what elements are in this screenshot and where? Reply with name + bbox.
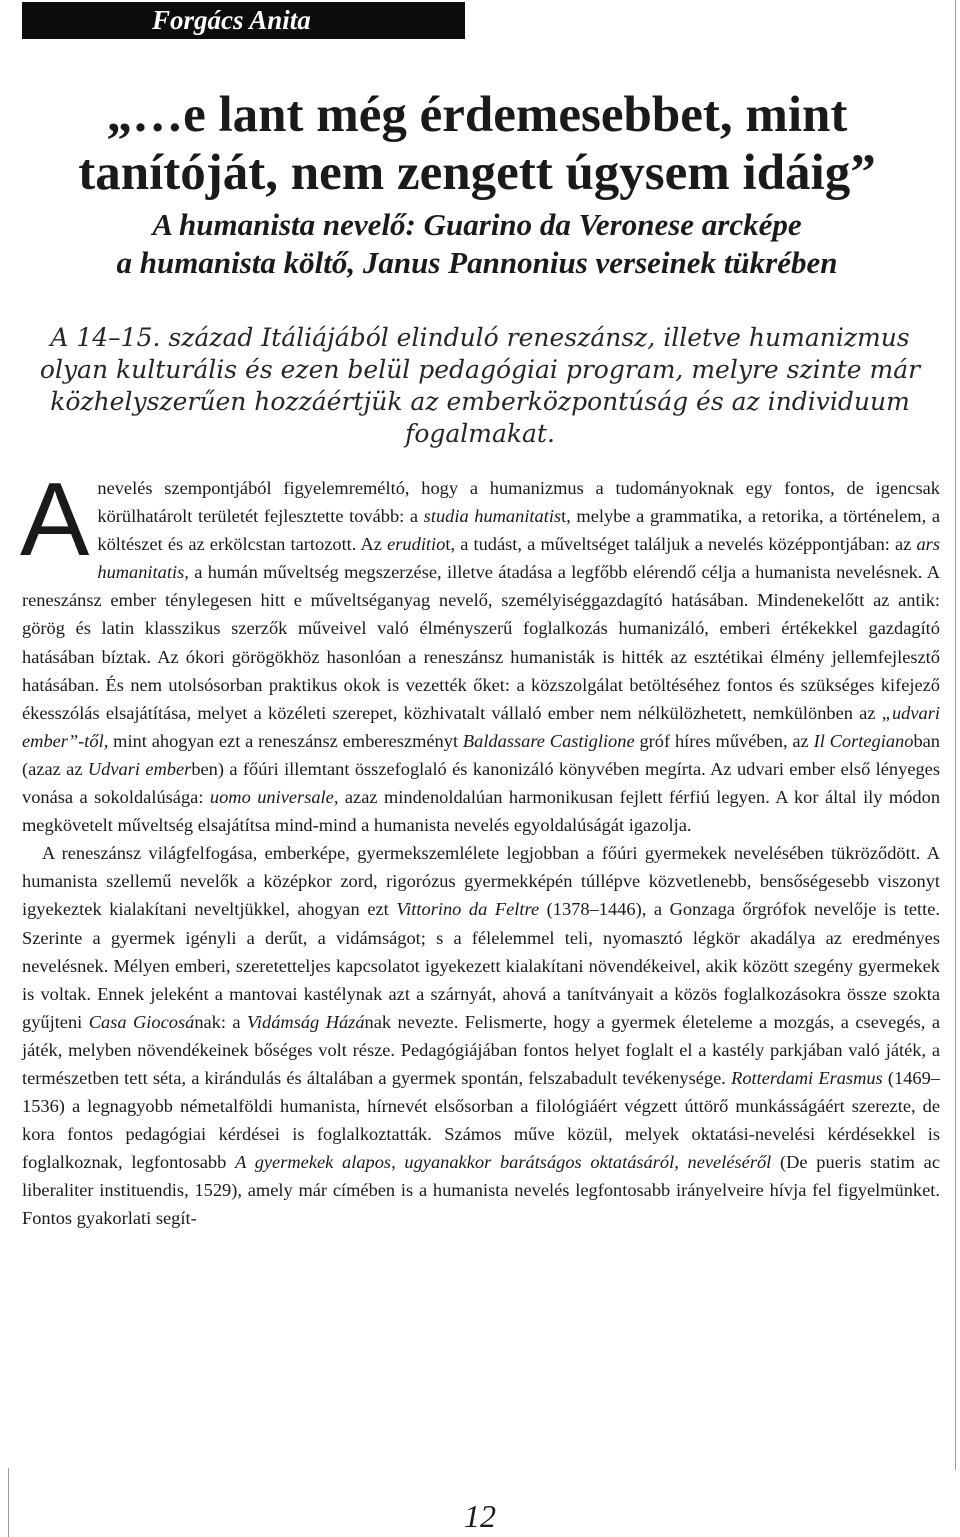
text-run: gróf híres művében, az: [634, 730, 814, 751]
page-number: 12: [464, 1498, 496, 1534]
italic-term: eruditio: [387, 534, 446, 555]
body-paragraph-1: [20, 462, 941, 839]
body-paragraph-2: [22, 839, 940, 1232]
text-run: a humán műveltség megszerzése, illetve átadása a legfőbb elérendő célja a humanista nevelésnek. A reneszánsz ember ténylegesen hitt e műveltséganyag nevelő, személyiséggazdagító hatásában. Mindenekelőtt az antik: görög és latin klasszikus szerzők műveivel való élményszerű foglalkozás humanizáló, emberi értékekkel gazdagító hatásában bíztak. Az ókori görögökhöz hasonlóan a reneszánsz humanisták is hitték az esztétikai élmény jellemfejlesztő hatásában. És nem utolsósorban praktikus okok is vezették őket: a közszolgálat betöltéséhez fontos és szükséges kifejező ékesszólás elsajátítása, melyet a közéleti szerepet, közhivatalt vállaló ember nem nélkülözhetett, nemkülönben az: [22, 562, 940, 723]
author-banner: [22, 2, 465, 39]
text-run: t, a tudást, a műveltséget találjuk a nevelés középpontjában: az: [445, 534, 917, 555]
italic-term: Baldassare Castiglione: [462, 730, 635, 751]
text-run: (1378–1446), a Gonzaga őrgrófok nevelője is tette. Szerinte a gyermek igényli a derűt, a vidámságot; s a félelemmel teli, nyomasztó légkör akadálya az eredményes nevelésnek. Mélyen emberi, szeretetteljes kapcsolatot igyekezett kialakítani növendékeivel, akik között szegény gyermekek is voltak. Ennek jeleként a mantovai kastélynak azt a szárnyát, ahová a tanítványait a közös foglalkozásokra össze szokta gyűjteni: [22, 899, 940, 1032]
italic-term: Rotterdami Erasmus: [731, 1067, 883, 1088]
italic-term: A gyermekek alapos, ugyanakkor barátságos oktatásáról, neveléséről: [235, 1152, 772, 1173]
italic-term: studia humanitatis: [423, 506, 562, 527]
text-run: mint ahogyan ezt a reneszánsz embereszményt: [108, 730, 463, 751]
text-run: A reneszánsz világfelfogása, emberképe, gyermekszemlélete legjobban a főúri gyermekek nevelésében tükröződött. A humanista szellemű nevelők a középkor zord, rigorózus gyermekképén túllépve közvetlenebb, bensőségesebb viszonyt igyekeztek kialakítani neveltjükkel, ahogyan ezt: [22, 843, 940, 920]
text-run: nak: a: [194, 1011, 248, 1032]
text-run: azaz mindenoldalúan harmonikusan fejlett férfiú legyen. A kor által ily módon megkövetelt műveltség elsajátítsa mind-mind a humanista nevelés egyoldalúságát igazolja.: [22, 787, 941, 836]
text-run: nak nevezte. Felismerte, hogy a gyermek életeleme a mozgás, a csevegés, a játék, melyben növendékeinek bőséges volt része. Pedagógiájában fontos helyet foglalt el a kastély parkjában való játék, a természetben tett séta, a kirándulás és általában a gyermek spontán, felszabadult tevékenysége.: [22, 1011, 940, 1088]
italic-term: uomo universale,: [209, 787, 339, 808]
article-subtitle: [22, 206, 932, 282]
italic-term: Casa Giocosá: [88, 1011, 195, 1032]
text-run: ben) a főúri illemtant összefoglaló és kanonizáló könyvében megírta. Az udvari ember első lényeges vonása a sokoldalúsága:: [22, 758, 940, 808]
text-run: (1469–1536) a legnagyobb németalföldi humanista, hírnevét elsősorban a filológiáért végzett úttörő munkásságáért szerezte, de kora fontos pedagógiai kérdései is foglalkoztatták. Számos műve közül, melyek oktatási-nevelési kérdésekkel is foglalkoznak, legfontosabb: [22, 1067, 940, 1173]
italic-term: Il Cortegiano: [813, 730, 914, 751]
subtitle-line-2: a humanista költő, Janus Pannonius verseinek tükrében: [116, 245, 838, 280]
lead-paragraph: A 14–15. század Itáliájából elinduló reneszánsz, illetve humanizmus olyan kulturális és ezen belül pedagógiai program, melyre szinte már közhelyszerűen hozzáértjük az emberközpontúság és az individuum fogalmakat.: [39, 323, 921, 448]
paragraph-1-text: [22, 478, 940, 835]
subtitle-line-1: A humanista nevelő: Guarino da Veronese arcképe: [152, 207, 802, 242]
text-run: ban (azaz az: [22, 730, 940, 779]
article-title: „…e lant még érdemesebbet, mint tanítóját, nem zengett úgysem idáig”: [78, 87, 876, 201]
text-run: (De pueris statim ac liberaliter instituendis, 1529), amely már címében is a humanista nevelés legfontosabb irányelveire hívja fel figyelmünket. Fontos gyakorlati segít-: [22, 1152, 940, 1229]
italic-term: Vittorino da Feltre: [396, 899, 540, 920]
text-run: nevelés szempontjából figyelemreméltó, hogy a humanizmus a tudományoknak egy fontos, de igencsak körülhatárolt területét fejlesztette tovább: a: [97, 478, 940, 527]
right-margin-rule: [955, 0, 956, 1470]
italic-term: Vidámság Házá: [247, 1011, 365, 1032]
text-run: t, melybe a grammatika, a retorika, a történelem, a költészet és az erkölcstan tartozott. Az: [97, 506, 940, 555]
italic-term: Udvari ember: [87, 758, 192, 779]
italic-term: ars humanitatis,: [97, 534, 940, 583]
drop-cap: A: [20, 462, 90, 578]
italic-term: „udvari ember”-től,: [22, 702, 940, 751]
author-name: Forgács Anita: [152, 5, 311, 35]
article-body: [20, 462, 941, 1233]
